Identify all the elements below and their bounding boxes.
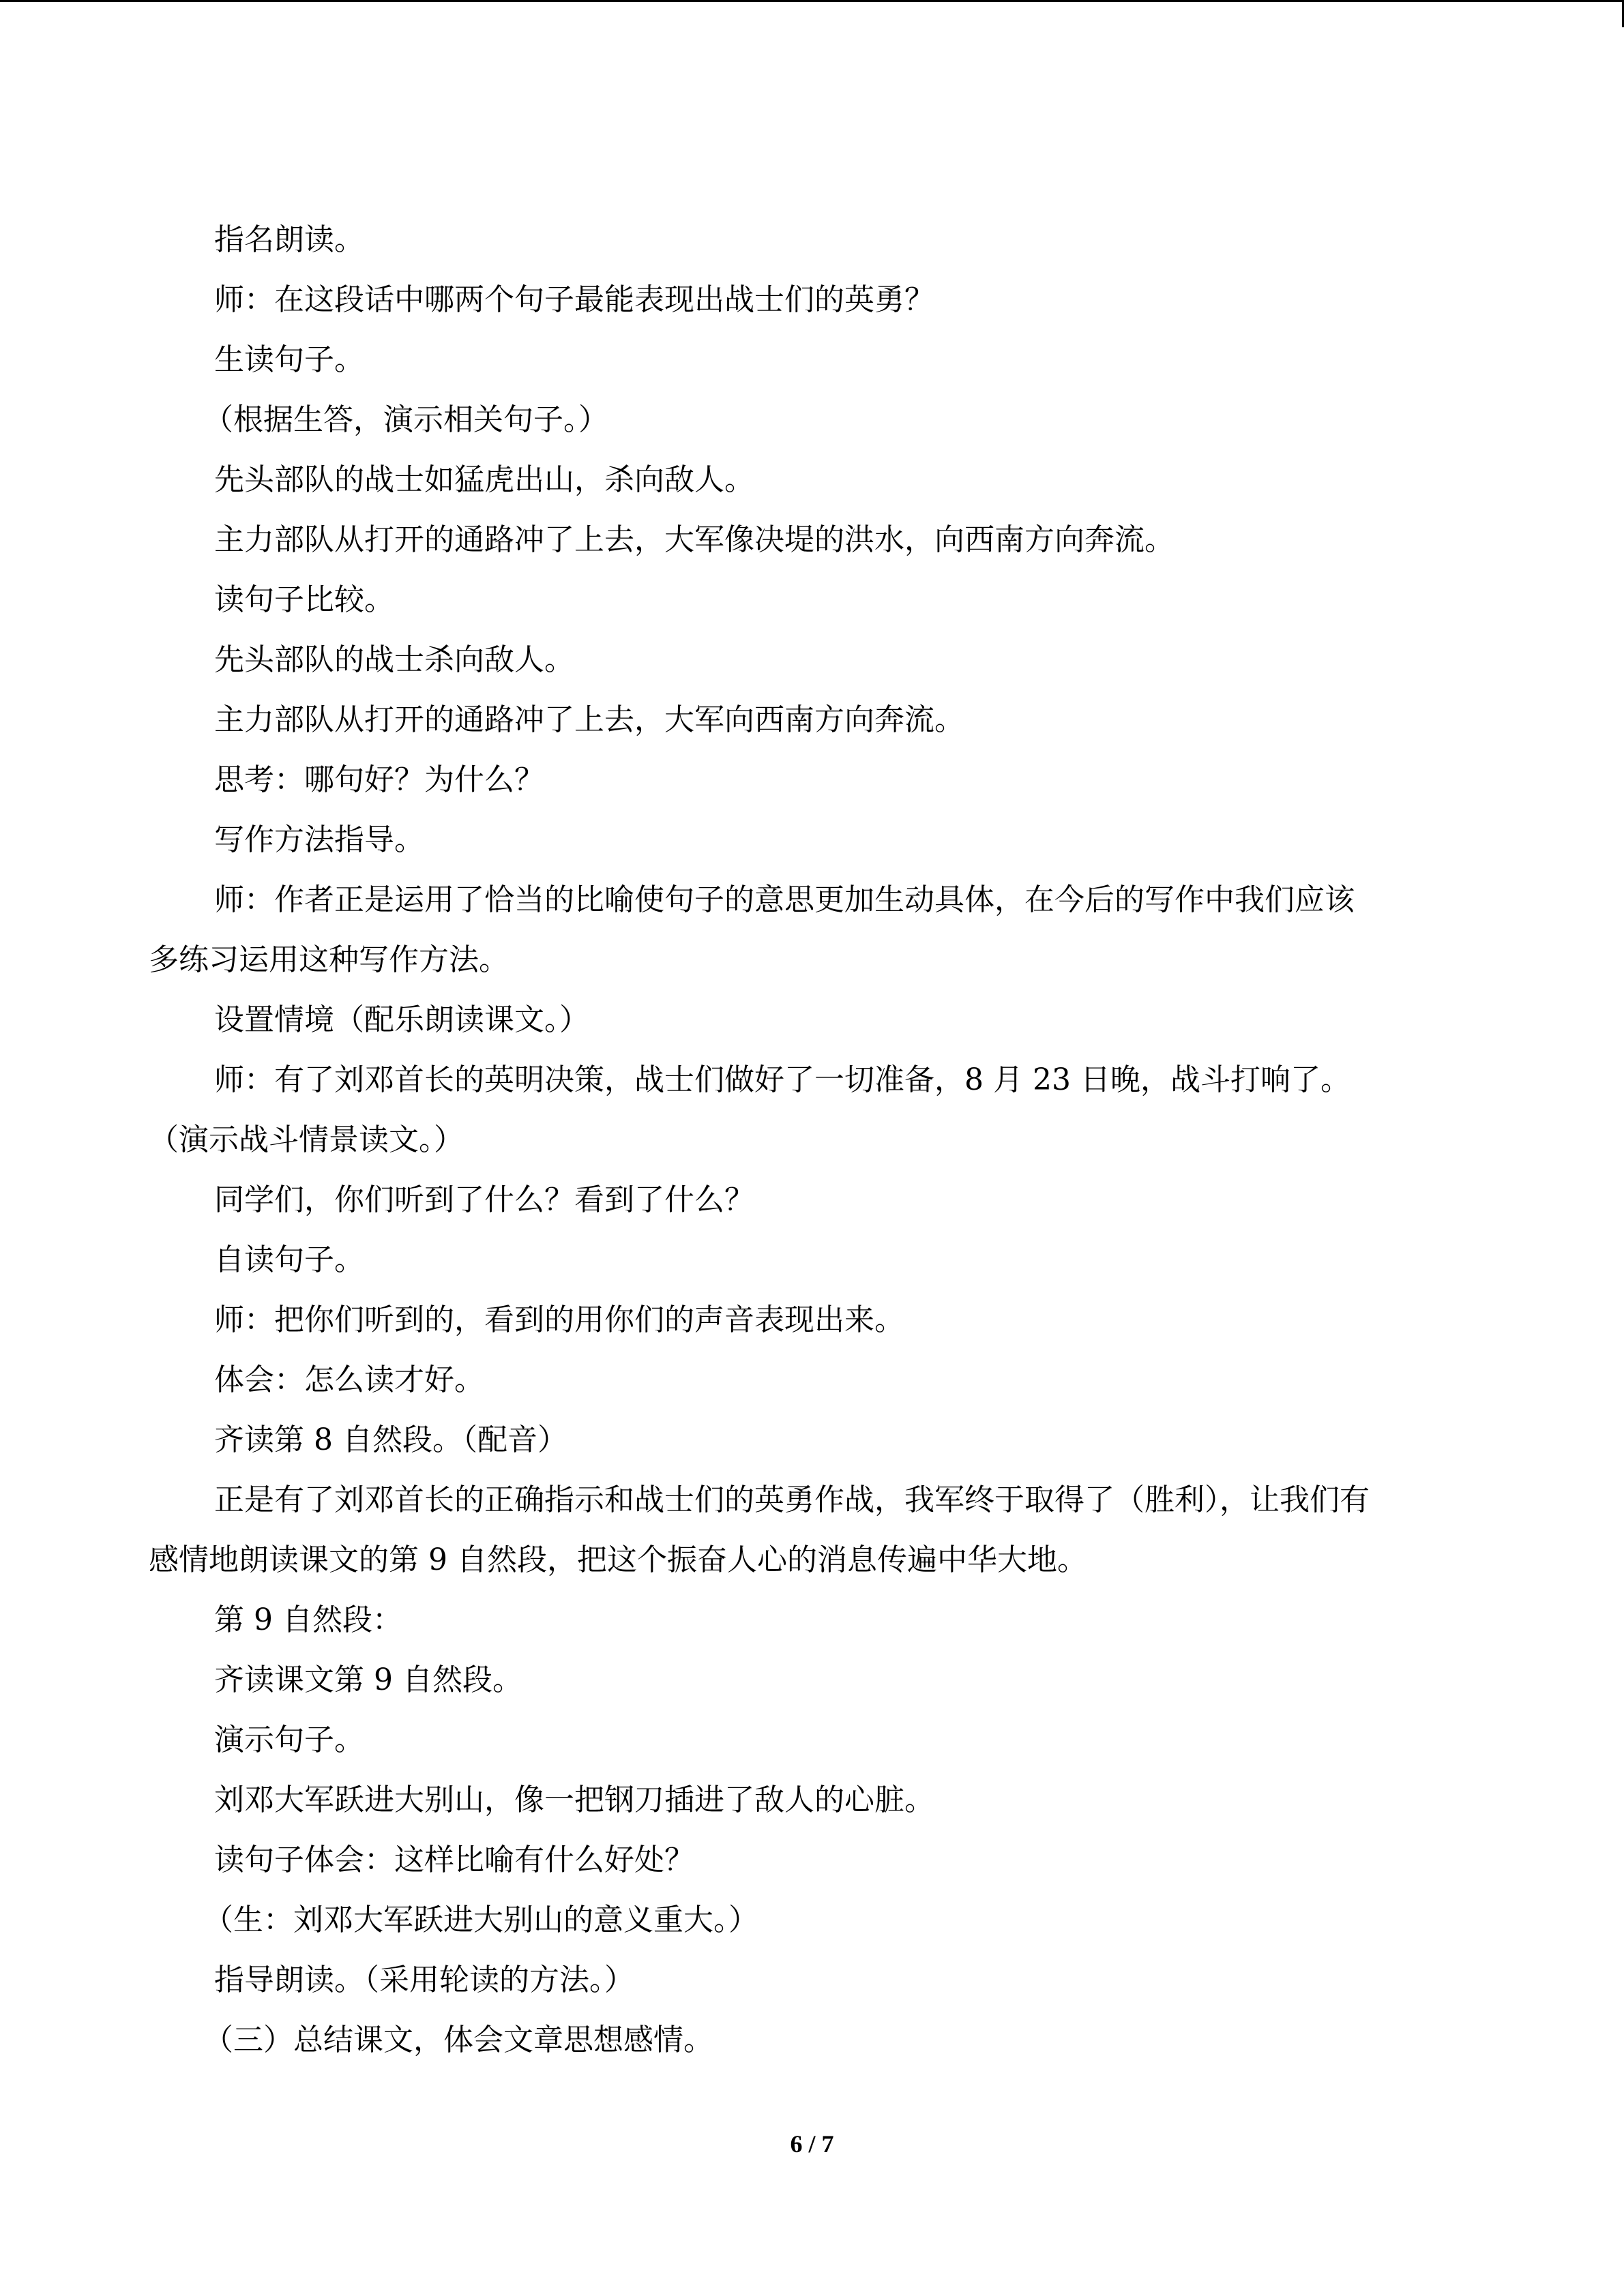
text-line: 思考：哪句好？为什么？ — [214, 762, 544, 797]
text-line: 师：有了刘邓首长的英明决策，战士们做好了一切准备，8 月 23 日晚，战斗打响了。 — [214, 1062, 1350, 1097]
text-line: 体会：怎么读才好。 — [214, 1362, 484, 1397]
text-line: 生读句子。 — [214, 342, 364, 377]
text-line: 先头部队的战士杀向敌人。 — [214, 642, 574, 677]
text-line: 指名朗读。 — [214, 222, 364, 257]
text-line: 同学们，你们听到了什么？看到了什么？ — [214, 1182, 754, 1217]
text-line: 主力部队从打开的通路冲了上去，大军向西南方向奔流。 — [214, 702, 964, 737]
text-line: 师：在这段话中哪两个句子最能表现出战士们的英勇？ — [214, 282, 934, 317]
text-line: 多练习运用这种写作方法。 — [149, 942, 509, 977]
text-line: 齐读第 8 自然段。（配音） — [214, 1422, 567, 1457]
text-line: 正是有了刘邓首长的正确指示和战士们的英勇作战，我军终于取得了（胜利），让我们有 — [214, 1482, 1370, 1517]
text-line: 演示句子。 — [214, 1723, 364, 1757]
top-border-rule — [0, 0, 1624, 2]
text-line: 师：作者正是运用了恰当的比喻使句子的意思更加生动具体，在今后的写作中我们应该 — [214, 882, 1355, 917]
text-line: （根据生答，演示相关句子。） — [203, 402, 608, 437]
text-line: 刘邓大军跃进大别山，像一把钢刀插进了敌人的心脏。 — [214, 1783, 934, 1817]
text-line: （生：刘邓大军跃进大别山的意义重大。） — [203, 1903, 758, 1937]
text-line: 读句子比较。 — [214, 582, 394, 617]
text-line: 写作方法指导。 — [214, 822, 424, 857]
text-line: 读句子体会：这样比喻有什么好处？ — [214, 1843, 694, 1877]
text-line: （三）总结课文，体会文章思想感情。 — [203, 2023, 713, 2057]
text-line: 第 9 自然段： — [214, 1602, 402, 1637]
text-line: 师：把你们听到的，看到的用你们的声音表现出来。 — [214, 1302, 904, 1337]
text-line: 设置情境（配乐朗读课文。） — [214, 1002, 589, 1037]
text-line: 指导朗读。（采用轮读的方法。） — [214, 1963, 634, 1997]
text-line: 感情地朗读课文的第 9 自然段，把这个振奋人心的消息传遍中华大地。 — [149, 1542, 1087, 1577]
text-line: 自读句子。 — [214, 1242, 364, 1277]
text-line: 主力部队从打开的通路冲了上去，大军像决堤的洪水，向西南方向奔流。 — [214, 522, 1175, 557]
page-number: 6 / 7 — [790, 2130, 834, 2158]
document-body — [149, 210, 1479, 2070]
text-line: 齐读课文第 9 自然段。 — [214, 1663, 522, 1697]
text-line: （演示战斗情景读文。） — [149, 1122, 464, 1157]
text-line: 先头部队的战士如猛虎出山，杀向敌人。 — [214, 462, 754, 497]
